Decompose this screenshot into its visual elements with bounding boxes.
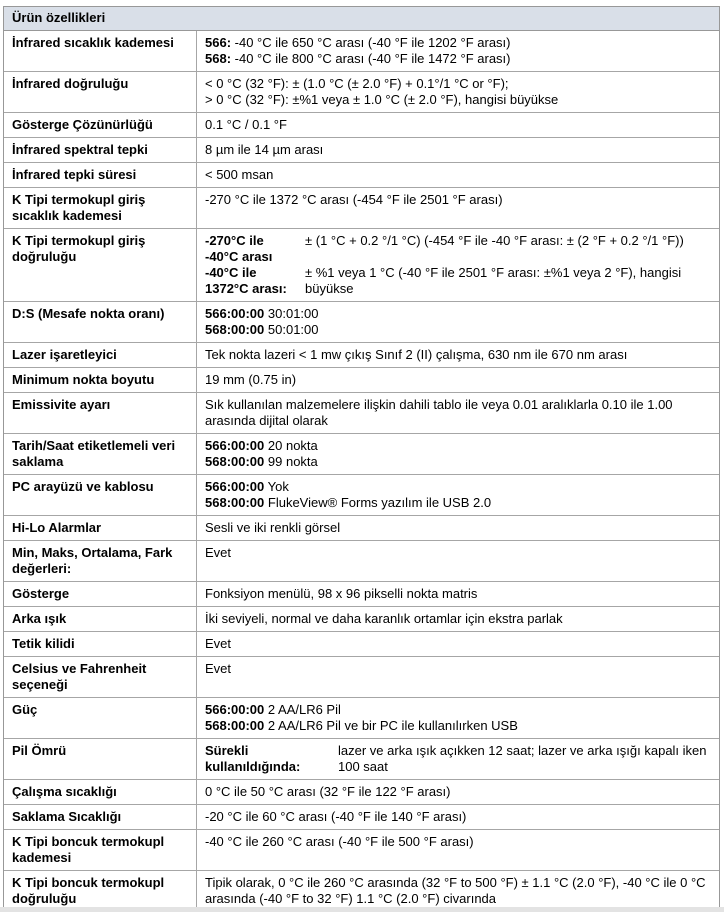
- spec-subtext: ± %1 veya 1 °C (-40 °F ile 2501 °F arası: ±%1 veya 2 °F), hangisi büyükse: [305, 265, 682, 296]
- spec-row: [4, 188, 719, 229]
- spec-value: < 500 msan: [205, 167, 274, 182]
- spec-label: Tetik kilidi: [4, 632, 197, 656]
- spec-value: Evet: [205, 661, 232, 676]
- spec-value: Tek nokta lazeri < 1 mw çıkış Sınıf 2 (II) çalışma, 630 nm ile 670 nm arası: [205, 347, 628, 362]
- spec-label: K Tipi termokupl giriş doğruluğu: [4, 229, 197, 301]
- spec-value: [197, 739, 719, 779]
- spec-row: [4, 343, 719, 368]
- spec-sublabel: Sürekli kullanıldığında:: [205, 743, 301, 774]
- spec-label: Saklama Sıcaklığı: [4, 805, 197, 829]
- spec-value: Sık kullanılan malzemelere ilişkin dahili tablo ile veya 0.01 aralıklarla 0.10 ile 1.00 arasında dijital olarak: [205, 397, 673, 428]
- page-bottom-edge: [0, 907, 724, 912]
- spec-value: -270 °C ile 1372 °C arası (-454 °F ile 2501 °F arası): [205, 192, 503, 207]
- spec-label: D:S (Mesafe nokta oranı): [4, 302, 197, 342]
- spec-label: İnfrared tepki süresi: [4, 163, 197, 187]
- spec-value: 566:00:00 Yok 568:00:00 FlukeView® Forms yazılım ile USB 2.0: [205, 479, 492, 510]
- spec-row: [4, 113, 719, 138]
- spec-sublabel: -40°C ile 1372°C arası:: [205, 265, 287, 296]
- spec-label: Güç: [4, 698, 197, 738]
- spec-row: [4, 138, 719, 163]
- spec-row: [4, 434, 719, 475]
- spec-label: Gösterge Çözünürlüğü: [4, 113, 197, 137]
- spec-row: [4, 368, 719, 393]
- spec-value: -40 °C ile 260 °C arası (-40 °F ile 500 °F arası): [205, 834, 474, 849]
- spec-value: 0.1 °C / 0.1 °F: [205, 117, 287, 132]
- spec-row: [4, 698, 719, 739]
- spec-value: 566:00:00 2 AA/LR6 Pil 568:00:00 2 AA/LR6 Pil ve bir PC ile kullanılırken USB: [205, 702, 518, 733]
- spec-label: Minimum nokta boyutu: [4, 368, 197, 392]
- spec-subtext: lazer ve arka ışık açıkken 12 saat; lazer ve arka ışığı kapalı iken 100 saat: [338, 743, 707, 774]
- spec-row: [4, 229, 719, 302]
- spec-rows: [4, 31, 719, 911]
- spec-row: [4, 871, 719, 911]
- spec-row: [4, 72, 719, 113]
- spec-value: 566:00:00 20 nokta 568:00:00 99 nokta: [205, 438, 318, 469]
- spec-value: 566:00:00 30:01:00 568:00:00 50:01:00: [205, 306, 319, 337]
- spec-label: Min, Maks, Ortalama, Fark değerleri:: [4, 541, 197, 581]
- spec-row: [4, 657, 719, 698]
- spec-value: Evet: [205, 636, 232, 651]
- spec-label: Hi-Lo Alarmlar: [4, 516, 197, 540]
- spec-value: 566: -40 °C ile 650 °C arası (-40 °F ile 1202 °F arası) 568: -40 °C ile 800 °C arası (-40 °F ile 1472 °F arası): [205, 35, 511, 66]
- spec-row: [4, 582, 719, 607]
- spec-row: [4, 541, 719, 582]
- spec-value: < 0 °C (32 °F): ± (1.0 °C (± 2.0 °F) + 0.1°/1 °C or °F); > 0 °C (32 °F): ±%1 veya ± 1.0 °C (± 2.0 °F), hangisi büyükse: [205, 76, 559, 107]
- spec-value: Fonksiyon menülü, 98 x 96 pikselli nokta matris: [205, 586, 478, 601]
- spec-row: [4, 830, 719, 871]
- spec-label: Pil Ömrü: [4, 739, 197, 779]
- spec-value: 8 µm ile 14 µm arası: [205, 142, 324, 157]
- spec-label: Emissivite ayarı: [4, 393, 197, 433]
- spec-row: [4, 475, 719, 516]
- spec-label: Gösterge: [4, 582, 197, 606]
- spec-label: İnfrared spektral tepki: [4, 138, 197, 162]
- spec-sublabel: -270°C ile -40°C arası: [205, 233, 273, 264]
- spec-row: [4, 516, 719, 541]
- spec-row: [4, 780, 719, 805]
- spec-value: 0 °C ile 50 °C arası (32 °F ile 122 °F arası): [205, 784, 451, 799]
- spec-value: 19 mm (0.75 in): [205, 372, 297, 387]
- spec-label: PC arayüzü ve kablosu: [4, 475, 197, 515]
- spec-row: [4, 607, 719, 632]
- spec-label: Çalışma sıcaklığı: [4, 780, 197, 804]
- spec-value: Sesli ve iki renkli görsel: [205, 520, 341, 535]
- spec-row: [4, 302, 719, 343]
- spec-label: Lazer işaretleyici: [4, 343, 197, 367]
- spec-label: Tarih/Saat etiketlemeli veri saklama: [4, 434, 197, 474]
- spec-label: K Tipi boncuk termokupl doğruluğu: [4, 871, 197, 911]
- spec-value: Tipik olarak, 0 °C ile 260 °C arasında (32 °F to 500 °F) ± 1.1 °C (2.0 °F), -40 °C ile 0 °C arasında (-40 °F to 32 °F) 1.1 °C (2.0 °F) civarında: [205, 875, 706, 906]
- spec-row: [4, 393, 719, 434]
- product-specs-table: [3, 6, 720, 912]
- spec-row: [4, 632, 719, 657]
- spec-row: [4, 163, 719, 188]
- spec-value: İki seviyeli, normal ve daha karanlık ortamlar için ekstra parlak: [205, 611, 563, 626]
- spec-label: Arka ışık: [4, 607, 197, 631]
- spec-subtext: ± (1 °C + 0.2 °/1 °C) (-454 °F ile -40 °F arası: ± (2 °F + 0.2 °/1 °F)): [305, 233, 684, 248]
- spec-value: [197, 229, 719, 301]
- spec-row: [4, 805, 719, 830]
- spec-label: Celsius ve Fahrenheit seçeneği: [4, 657, 197, 697]
- spec-row: [4, 739, 719, 780]
- spec-label: K Tipi boncuk termokupl kademesi: [4, 830, 197, 870]
- spec-subtable: [205, 233, 711, 297]
- table-title: Ürün özellikleri: [4, 7, 719, 31]
- spec-label: İnfrared sıcaklık kademesi: [4, 31, 197, 71]
- spec-row: [4, 31, 719, 72]
- spec-label: İnfrared doğruluğu: [4, 72, 197, 112]
- spec-label: K Tipi termokupl giriş sıcaklık kademesi: [4, 188, 197, 228]
- spec-value: -20 °C ile 60 °C arası (-40 °F ile 140 °F arası): [205, 809, 467, 824]
- spec-subtable: [205, 743, 711, 775]
- spec-value: Evet: [205, 545, 232, 560]
